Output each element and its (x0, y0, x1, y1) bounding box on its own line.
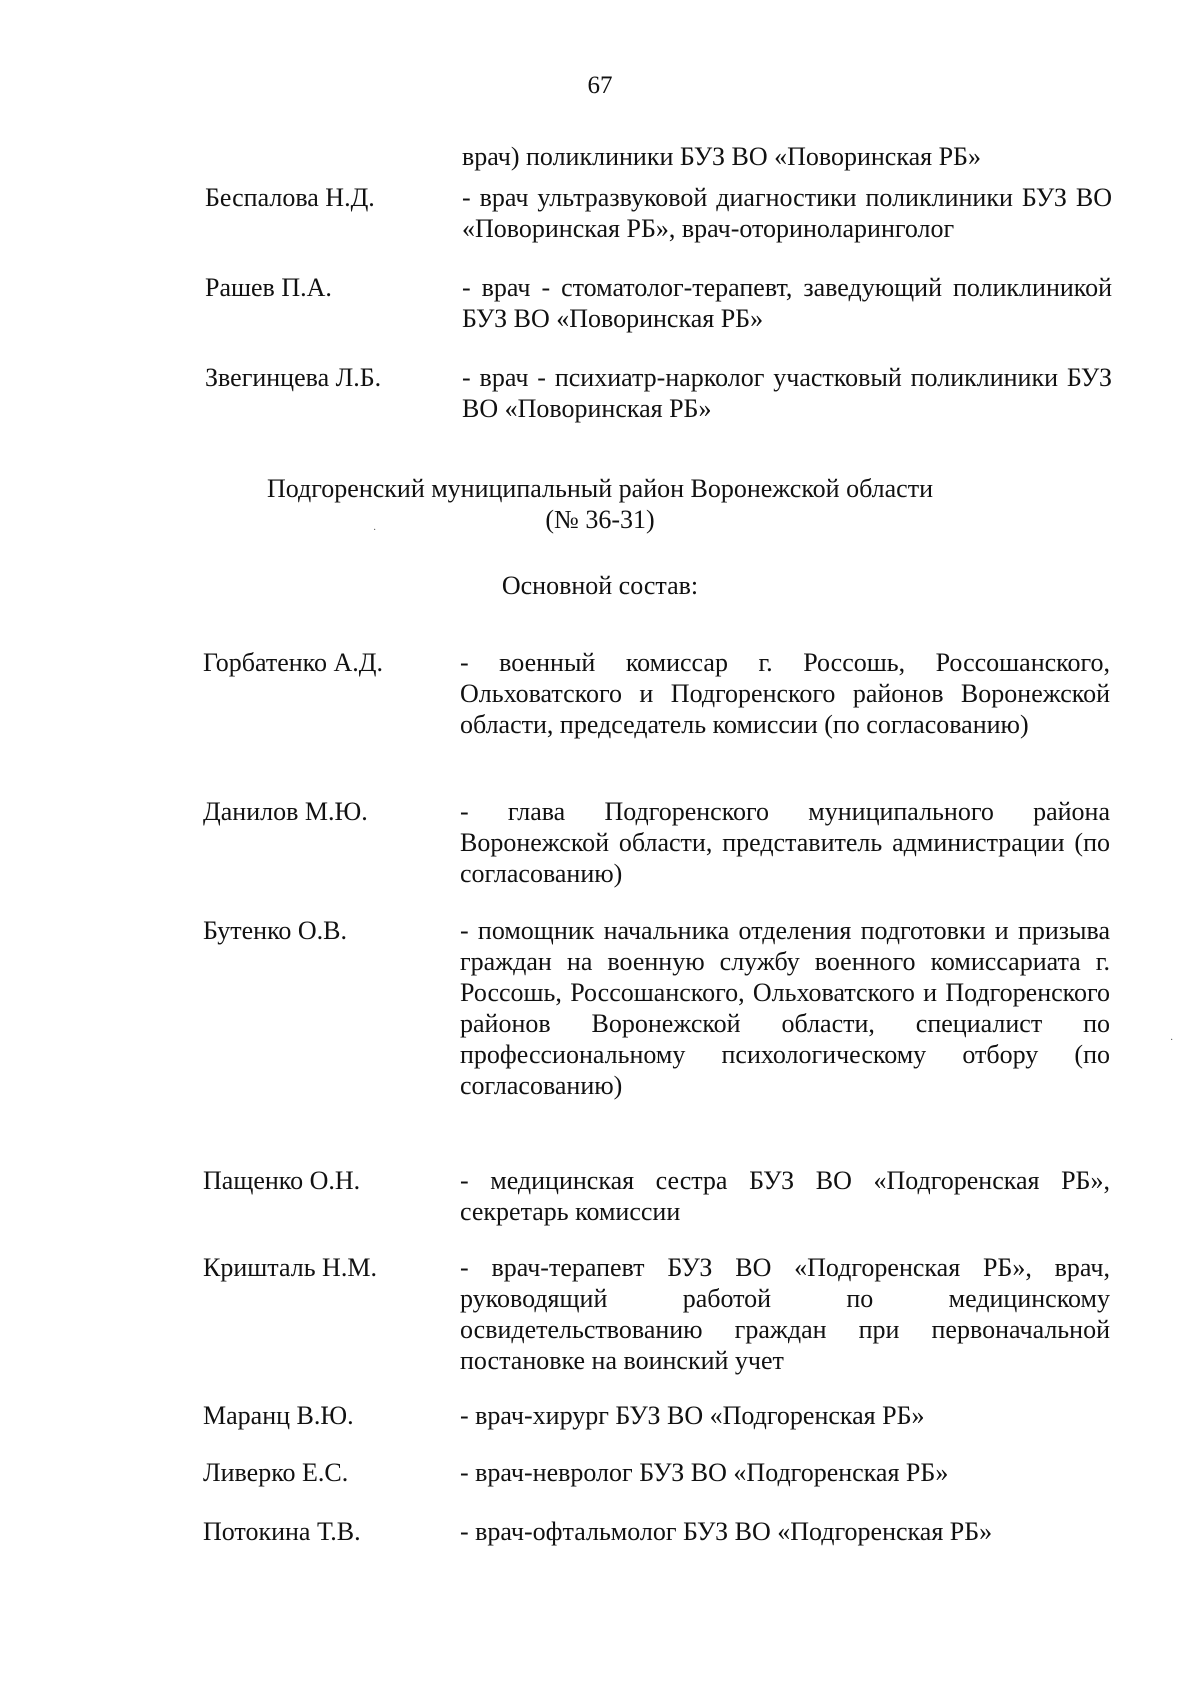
scan-speck: · (1170, 1035, 1174, 1046)
member-name: Потокина Т.В. (203, 1517, 361, 1546)
member-name: Бутенко О.В. (203, 916, 348, 945)
member-description: - врач-офтальмолог БУЗ ВО «Подгоренская РБ» (460, 1517, 993, 1546)
member-name: Горбатенко А.Д. (203, 648, 383, 677)
member-name: Звегинцева Л.Б. (205, 363, 382, 392)
member-description: - врач ультразвуковой диагностики поликлиники БУЗ ВО «Поворинская РБ», врач-оториноларинголог (462, 183, 1112, 243)
member-name: Кришталь Н.М. (203, 1253, 377, 1282)
scan-speck: · (373, 525, 377, 536)
section-title: Подгоренский муниципальный район Воронежской области (267, 474, 933, 503)
member-description: - глава Подгоренского муниципального района Воронежской области, представитель администрации (по согласованию) (460, 797, 1110, 888)
member-description: - врач - стоматолог-терапевт, заведующий поликлиникой БУЗ ВО «Поворинская РБ» (462, 273, 1112, 333)
member-name: Беспалова Н.Д. (205, 183, 375, 212)
member-name: Ливерко Е.С. (203, 1458, 349, 1487)
member-name: Рашев П.А. (205, 273, 332, 302)
member-description: - медицинская сестра БУЗ ВО «Подгоренская РБ», секретарь комиссии (460, 1166, 1110, 1226)
section-heading (0, 473, 1200, 535)
member-description: - помощник начальника отделения подготовки и призыва граждан на военную службу военного комиссариата г. Россошь, Россошанского, Ольховатского и Подгоренского районов Воронежской области, специалист по профессиональному психологическому отбору (по согласованию) (460, 916, 1110, 1100)
member-description: - врач-невролог БУЗ ВО «Подгоренская РБ» (460, 1458, 949, 1487)
member-description: - врач - психиатр-нарколог участковый поликлиники БУЗ ВО «Поворинская РБ» (462, 363, 1112, 423)
continuation-text: врач) поликлиники БУЗ ВО «Поворинская РБ» (462, 142, 981, 171)
member-name: Маранц В.Ю. (203, 1401, 354, 1430)
member-description: - врач-терапевт БУЗ ВО «Подгоренская РБ», врач, руководящий работой по медицинскому освидетельствованию граждан при первоначальной постановке на воинский учет (460, 1253, 1110, 1375)
member-description: - военный комиссар г. Россошь, Россошанского, Ольховатского и Подгоренского районов Воронежской области, председатель комиссии (по согласованию) (460, 648, 1110, 739)
section-code: (№ 36-31) (545, 505, 655, 534)
member-name: Пащенко О.Н. (203, 1166, 361, 1195)
member-description: - врач-хирург БУЗ ВО «Подгоренская РБ» (460, 1401, 925, 1430)
section-subtitle: Основной состав: (501, 571, 699, 600)
member-name: Данилов М.Ю. (203, 797, 368, 826)
page-number: 67 (587, 72, 613, 99)
